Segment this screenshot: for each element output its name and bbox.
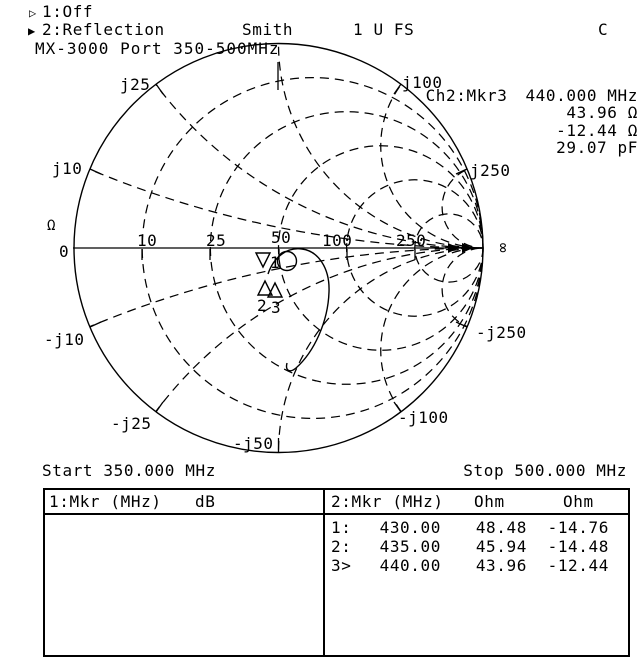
marker-1-triangle-icon xyxy=(256,253,270,267)
marker-rows xyxy=(325,518,628,575)
readout-line-frequency xyxy=(378,87,638,104)
readout-frequency: 440.000 MHz xyxy=(525,86,638,105)
readout-marker-label: Ch2:Mkr3 xyxy=(425,86,508,105)
marker-row-number: 2: xyxy=(331,537,352,556)
r10-label: 10 xyxy=(137,231,158,250)
marker-row-resistance: 48.48 xyxy=(475,518,527,537)
marker-row-resistance: 45.94 xyxy=(475,537,527,556)
ohm-unit-label: Ω xyxy=(47,218,56,234)
neg-j25-label: -j25 xyxy=(111,414,152,433)
ch1-table-header xyxy=(45,490,323,515)
scale-setting: 1 U FS xyxy=(353,20,415,39)
trace-title: MX-3000 Port 350-500MHz xyxy=(35,39,280,58)
infinity-label: ∞ xyxy=(494,242,513,254)
channel1-status: 1:Off xyxy=(42,2,94,21)
j25-label: j25 xyxy=(120,75,151,94)
active-marker-circle-icon xyxy=(278,252,297,271)
readout-resistance: 43.96 Ω xyxy=(566,103,638,123)
marker-2-number: 2 xyxy=(257,296,268,315)
r0-label: 0 xyxy=(59,242,70,261)
marker-row-frequency: 435.00 xyxy=(379,537,441,556)
marker-row-frequency: 430.00 xyxy=(379,518,441,537)
active-marker-readout xyxy=(378,87,638,157)
trace-markers xyxy=(256,252,297,318)
marker-row-2 xyxy=(325,537,628,556)
neg-j10-label: -j10 xyxy=(44,330,85,349)
ch2-header-unit1: Ohm xyxy=(474,492,505,511)
marker-1-number: 1 xyxy=(270,253,281,272)
display-format: Smith xyxy=(242,20,294,39)
r25-label: 25 xyxy=(206,231,227,250)
ch1-header-label: 1:Mkr (MHz) xyxy=(49,492,162,511)
marker-row-reactance: -14.48 xyxy=(547,537,609,556)
neg-j100-label: -j100 xyxy=(398,408,449,427)
marker-row-frequency: 440.00 xyxy=(379,556,441,575)
neg-j250-label: -j250 xyxy=(476,323,527,342)
r250-label: 250 xyxy=(396,231,427,250)
marker-row-reactance: -14.76 xyxy=(547,518,609,537)
readout-reactance: -12.44 Ω xyxy=(556,120,638,140)
marker-row-resistance: 43.96 xyxy=(475,556,527,575)
marker-row-number: 1: xyxy=(331,518,352,537)
neg-j50-label: -j50 xyxy=(233,434,274,453)
ch2-table-header xyxy=(325,490,628,515)
marker-row-1 xyxy=(325,518,628,537)
marker-row-number: 3> xyxy=(331,556,352,575)
calibration-status: C xyxy=(598,20,609,39)
ch1-header-unit: dB xyxy=(195,492,216,511)
marker-table-ch1-panel xyxy=(45,490,325,655)
ch2-header-unit2: Ohm xyxy=(563,492,594,511)
marker-table-ch2-panel xyxy=(325,490,628,655)
channel1-indicator-icon: ▷ xyxy=(29,6,37,20)
marker-3-number: 3 xyxy=(271,298,282,317)
r50-label: 50 xyxy=(271,228,292,247)
marker-table xyxy=(43,488,630,657)
j250-label: j250 xyxy=(470,161,511,180)
sweep-start-label: Start 350.000 MHz xyxy=(42,461,216,480)
readout-capacitance: 29.07 pF xyxy=(556,138,638,158)
channel2-status: 2:Reflection xyxy=(42,20,165,39)
j100-label: j100 xyxy=(402,73,443,92)
sweep-stop-label: Stop 500.000 MHz xyxy=(463,461,627,480)
marker-row-reactance: -12.44 xyxy=(547,556,609,575)
ch2-header-label: 2:Mkr (MHz) xyxy=(331,492,444,511)
j10-label: j10 xyxy=(52,159,83,178)
channel2-indicator-icon: ▶ xyxy=(28,24,36,38)
marker-row-3 xyxy=(325,556,628,575)
r100-label: 100 xyxy=(322,231,353,250)
